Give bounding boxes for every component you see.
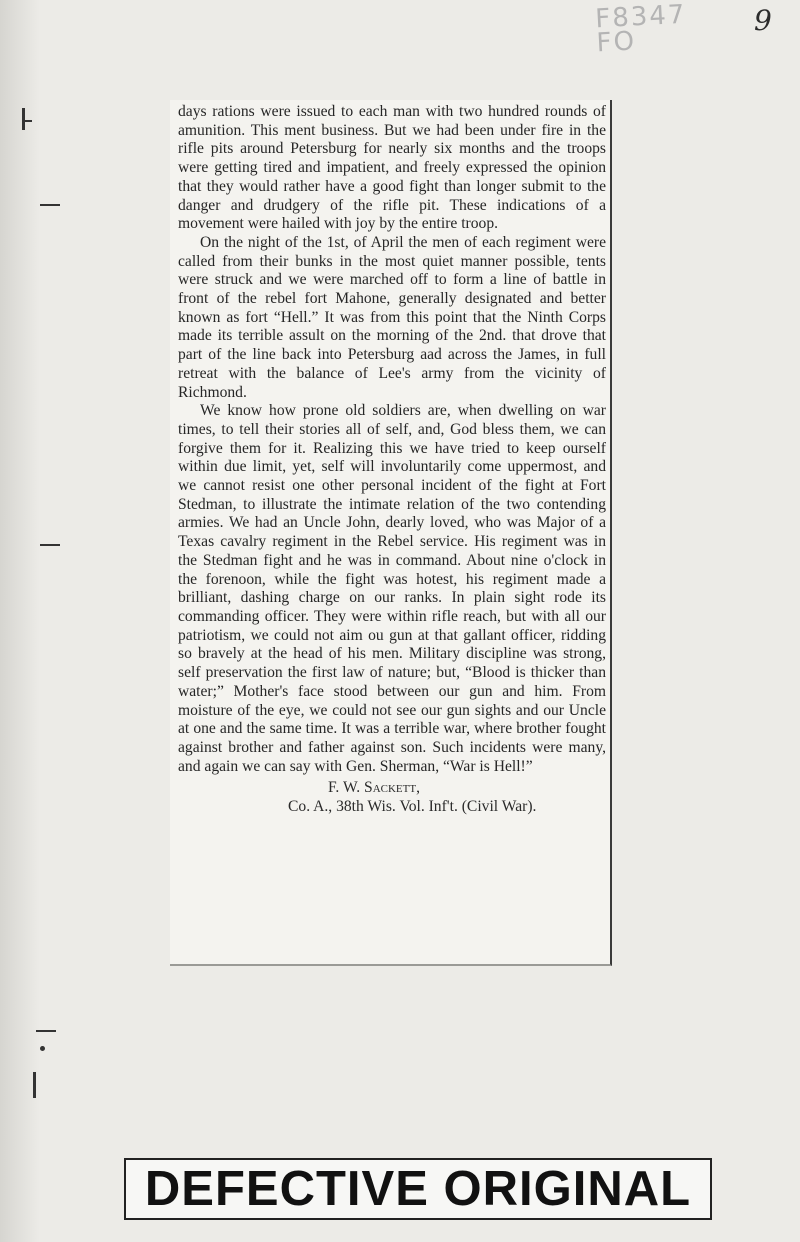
signature-name: F. W. Sackett, [328, 779, 420, 797]
margin-mark [33, 1072, 36, 1098]
page-number: 9 [754, 4, 772, 37]
article-text [178, 103, 606, 776]
article-paragraph: days rations were issued to each man with two hundred rounds of amunition. This ment business. But we had been under fire in the rifle pits around Petersburg for nearly six months and the troops were getting tired and impatient, and freely expressed the opinion that they would rather have a good fight than longer submit to the danger and drudgery of the rifle pit. These indications of a movement were hailed with joy by the entire troop. [178, 103, 606, 233]
page-edge-shadow [0, 0, 40, 1242]
article-paragraph: On the night of the 1st, of April the men of each regiment were called from their bunks in the most quiet manner possible, tents were struck and we were marched off to form a line of battle in front of the rebel fort Mahone, generally designated and better known as fort “Hell.” It was from this point that the Ninth Corps made its terrible assult on the morning of the 2nd. that drove that part of the line back into Petersburg aad across the James, in full retreat with the balance of Lee's army from the vicinity of Richmond. [178, 233, 606, 401]
article-paragraph: We know how prone old soldiers are, when dwelling on war times, to tell their stories all of self, and, God bless them, we can forgive them for it. Realizing this we have tried to keep ourself within due limit, yet, self will involuntarily come uppermost, and we cannot resist one other personal incident of the fight at Fort Stedman, to illustrate the intimate relation of the two contending armies. We had an Uncle John, dearly loved, who was Major of a Texas cavalry regiment in the Rebel service. His regiment was in the Stedman fight and he was in command. About nine o'clock in the forenoon, while the fight was hotest, his regiment made a brilliant, dashing charge on our ranks. In plain sight rode its commanding officer. They were within rifle reach, but with all our patriotism, we could not aim ou gun at that gallant officer, ridding so bravely at the head of his men. Military discipline was strong, self preservation the first law of nature; but, “Blood is thicker than water;” Mother's face stood between our gun and him. From moisture of the eye, we could not see our gun sights and our Uncle at one and the same time. It was a terrible war, where brother fought against brother and father against son. Such incidents were many, and again we can say with Gen. Sherman, “War is Hell!” [178, 402, 606, 775]
signature-block [178, 778, 606, 816]
margin-mark [40, 204, 60, 206]
defective-original-stamp: DEFECTIVE ORIGINAL [124, 1158, 712, 1220]
signature-unit: Co. A., 38th Wis. Vol. Inf't. (Civil War). [288, 798, 537, 816]
margin-mark [36, 1030, 56, 1032]
margin-mark [40, 544, 60, 546]
archive-pencil-note: F8347 FO [594, 0, 688, 59]
margin-mark [24, 120, 32, 122]
newspaper-clipping [170, 100, 612, 966]
margin-mark [22, 108, 25, 130]
margin-mark [40, 1046, 45, 1051]
